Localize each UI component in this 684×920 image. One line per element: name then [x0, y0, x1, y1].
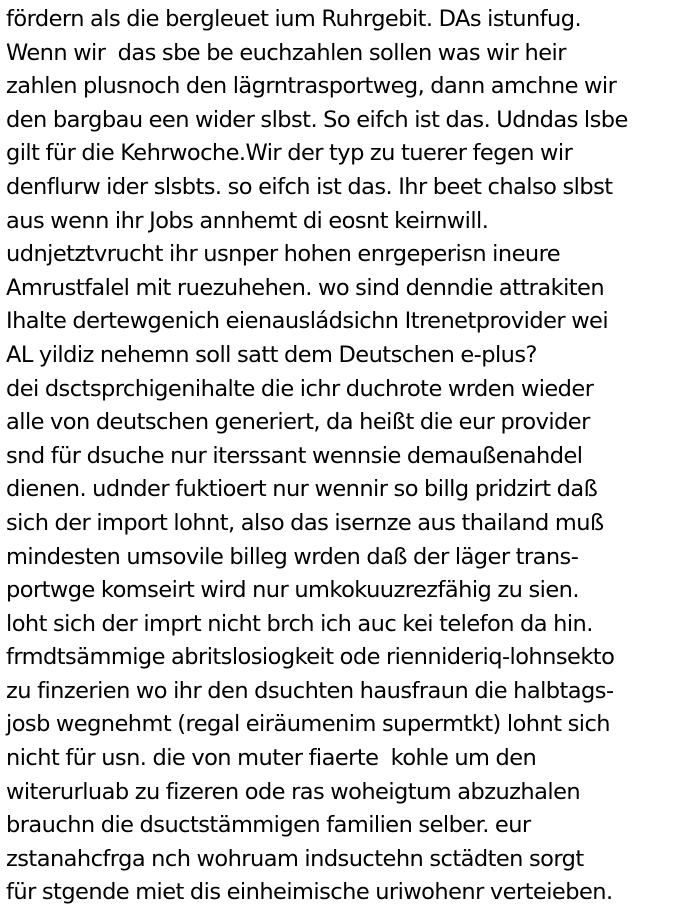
- text-line: alle von deutschen generiert, da heißt die eur provider: [6, 409, 590, 436]
- text-line: Ihalte dertewgenich eienausládsichn Itrenetprovider wei: [6, 308, 609, 335]
- text-line: loht sich der imprt nicht brch ich auc kei telefon da hin.: [6, 610, 593, 637]
- text-line: udnjetztvrucht ihr usnper hohen enrgeperisn ineure: [6, 241, 561, 268]
- text-line: fördern als die bergleuet ium Ruhrgebit. DAs istunfug.: [6, 6, 582, 32]
- text-line: zahlen plusnoch den lägrntrasportweg, dann amchne wir: [6, 73, 617, 100]
- text-line: Wenn wir das sbe be euchzahlen sollen was wir heir: [6, 39, 566, 66]
- text-line: witerurluab zu fizeren ode ras woheigtum abzuzhalen: [6, 778, 581, 805]
- text-line: dienen. udnder fuktioert nur wennir so billg pridzirt daß: [6, 476, 598, 503]
- text-line: den bargbau een wider slbst. So eifch ist das. Udndas lsbe: [6, 106, 628, 133]
- text-line: zu finzerien wo ihr den dsuchten hausfraun die halbtags-: [6, 677, 614, 704]
- text-line: dei dsctsprchigenihalte die ichr duchrote wrden wieder: [6, 375, 594, 402]
- text-line: Amrustfalel mit ruezuhehen. wo sind denndie attrakiten: [6, 274, 605, 301]
- text-line: snd für dsuche nur iterssant wennsie demaußenahdel: [6, 442, 583, 469]
- text-line: zstanahcfrga nch wohruam indsuctehn sctädten sorgt: [6, 845, 584, 872]
- text-line: mindesten umsovile billeg wrden daß der läger trans-: [6, 543, 579, 570]
- text-line: frmdtsämmige abritslosiogkeit ode riennideriq-lohnsekto: [6, 644, 615, 671]
- text-line: gilt für die Kehrwoche.Wir der typ zu tuerer fegen wir: [6, 140, 573, 167]
- text-line: portwge komseirt wird nur umkokuuzrezfähig zu sien.: [6, 577, 579, 604]
- text-line: brauchn die dsuctstämmigen familien selber. eur: [6, 812, 531, 839]
- text-line: aus wenn ihr Jobs annhemt di eosnt keirnwill.: [6, 207, 489, 234]
- text-line: für stgende miet dis einheimische uriwohenr verteieben.: [6, 879, 613, 906]
- text-line: nicht für usn. die von muter fiaerte kohle um den: [6, 745, 537, 772]
- text-line: denflurw ider slsbts. so eifch ist das. Ihr beet chalso slbst: [6, 173, 613, 200]
- text-line: josb wegnehmt (regal eiräumenim supermtkt) lohnt sich: [6, 711, 610, 738]
- text-line: sich der import lohnt, also das isernze aus thailand muß: [6, 509, 604, 536]
- text-line: AL yildiz nehemn soll satt dem Deutschen e-plus?: [6, 341, 537, 368]
